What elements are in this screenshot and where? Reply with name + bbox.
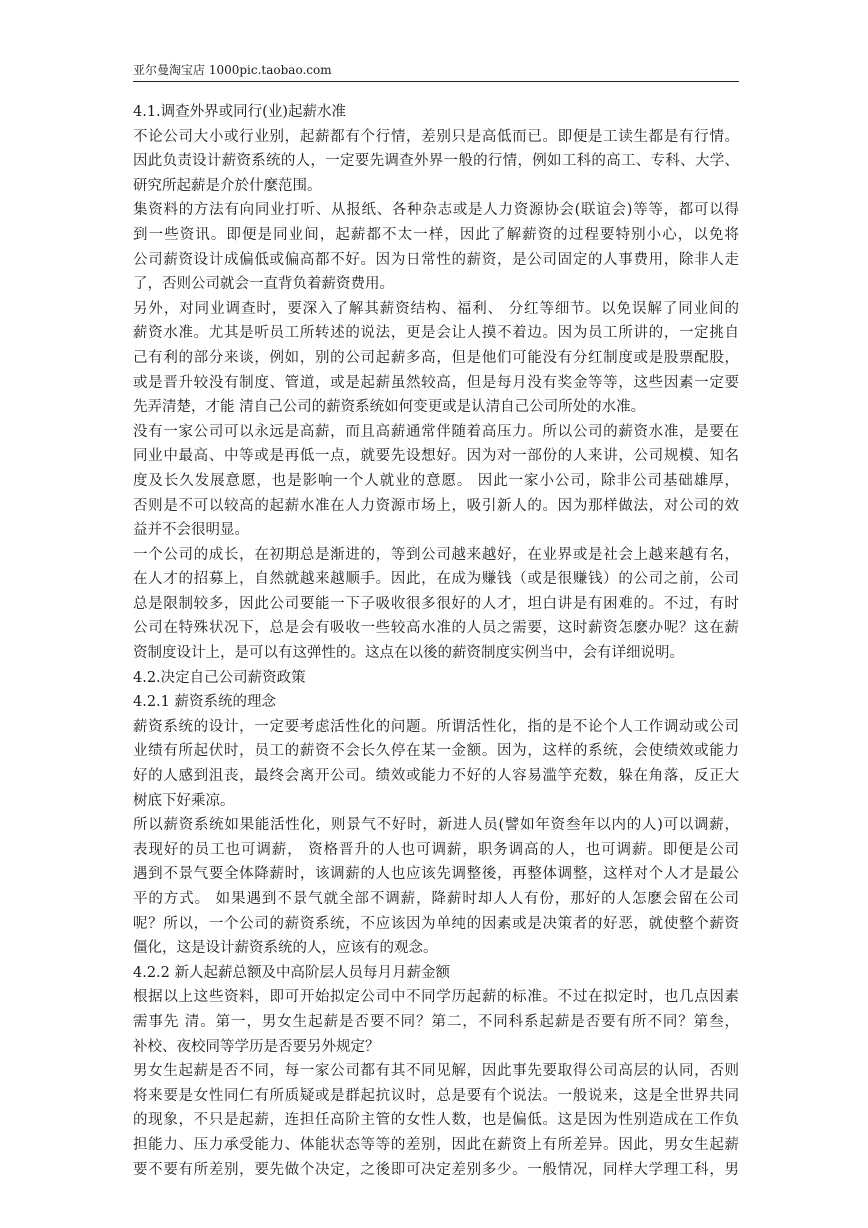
page-header: 亚尔曼淘宝店 1000pic.taobao.com	[133, 62, 739, 82]
text-line: 己有利的部分来谈，例如，别的公司起薪多高，但是他们可能没有分红制度或是股票配股，	[133, 349, 739, 366]
text-line: 集资料的方法有向同业打听、从报纸、各种杂志或是人力资源协会(联谊会)等等，都可以得	[133, 202, 739, 219]
text-line: 业绩有所起伏时，员工的薪资不会长久停在某一金额。因为，这样的系统，会使绩效或能力	[133, 743, 739, 760]
document-page	[133, 62, 739, 1182]
text-line: 到一些资讯。即便是同业间，起薪都不太一样，因此了解薪资的过程要特别小心，以免将	[133, 226, 739, 243]
text-line: 没有一家公司可以永远是高薪，而且高薪通常伴随着高压力。所以公司的薪资水准，是要在	[133, 423, 739, 440]
text-line: 根据以上这些资料，即可开始拟定公司中不同学历起薪的标准。不过在拟定时，也几点因素	[133, 989, 739, 1006]
text-line: 总是限制较多，因此公司要能一下子吸收很多很好的人才，坦白讲是有困难的。不过，有时	[133, 595, 739, 612]
text-line: 僵化，这是设计薪资系统的人，应该有的观念。	[133, 940, 438, 957]
text-line: 先弄清楚，才能 清自己公司的薪资系统如何变更或是认清自己公司所处的水准。	[133, 399, 646, 416]
section-heading: 4.2.2 新人起薪总额及中高阶层人员每月月薪金额	[133, 964, 451, 981]
text-line: 益并不会很明显。	[133, 522, 249, 539]
text-line: 度及长久发展意愿，也是影响一个人就业的意愿。 因此一家小公司，除非公司基础雄厚，	[133, 472, 739, 489]
section-heading: 4.2.决定自己公司薪资政策	[133, 669, 306, 686]
text-line: 或是晋升较没有制度、管道，或是起薪虽然较高，但是每月没有奖金等等，这些因素一定要	[133, 374, 739, 391]
text-line: 将来要是女性同仁有所质疑或是群起抗议时，总是要有个说法。一般说来，这是全世界共同	[133, 1087, 739, 1104]
text-line: 不论公司大小或行业别，起薪都有个行情，差别只是高低而已。即便是工读生都是有行情。	[133, 128, 739, 145]
text-line: 要不要有所差别，要先做个决定，之後即可决定差别多少。一般情况，同样大学理工科，男	[133, 1161, 739, 1178]
text-line: 需事先 清。第一，男女生起薪是否要不同？第二，不同科系起薪是否要有所不同？第叁，	[133, 1013, 739, 1030]
text-line: 遇到不景气要全体降薪时，该调薪的人也应该先调整後，再整体调整，这样对个人才是最公	[133, 866, 739, 883]
text-line: 资制度设计上，是可以有这弹性的。这点在以後的薪资制度实例当中，会有详细说明。	[133, 645, 684, 662]
text-line: 男女生起薪是否不同，每一家公司都有其不同见解，因此事先要取得公司高层的认同，否则	[133, 1063, 739, 1080]
section-heading: 4.1.调查外界或同行(业)起薪水准	[133, 104, 346, 120]
text-line: 补校、夜校同等学历是否要另外规定？	[133, 1038, 380, 1055]
text-line: 在人才的招募上，自然就越来越顺手。因此，在成为赚钱（或是很赚钱）的公司之前，公司	[133, 571, 739, 588]
text-line: 另外，对同业调查时，要深入了解其薪资结构、福利、 分红等细节。以免误解了同业间的	[133, 300, 739, 317]
text-line: 担能力、压力承受能力、体能状态等等的差别，因此在薪资上有所差异。因此，男女生起薪	[133, 1136, 739, 1153]
text-line: 平的方式。 如果遇到不景气就全部不调薪，降薪时却人人有份，那好的人怎麽会留在公司	[133, 891, 739, 907]
text-line: 呢？所以，一个公司的薪资系统，不应该因为单纯的因素或是决策者的好恶，就使整个薪资	[133, 915, 739, 932]
text-line: 研究所起薪是介於什麼范围。	[133, 177, 322, 194]
text-line: 好的人感到沮丧，最终会离开公司。绩效或能力不好的人容易滥竽充数，躲在角落，反正大	[133, 768, 739, 785]
text-line: 表现好的员工也可调薪， 资格晋升的人也可调薪，职务调高的人，也可调薪。即便是公司	[133, 841, 739, 858]
text-line: 薪资水准。尤其是听员工所转述的说法，更是会让人摸不着边。因为员工所讲的，一定挑自	[133, 325, 739, 342]
text-line: 因此负责设计薪资系统的人，一定要先调查外界一般的行情，例如工科的高工、专科、大学、	[133, 153, 739, 170]
text-line: 树底下好乘凉。	[133, 792, 235, 809]
text-line: 否则是不可以较高的起薪水准在人力资源市场上，吸引新人的。因为那样做法，对公司的效	[133, 497, 739, 514]
section-heading: 4.2.1 薪资系统的理念	[133, 694, 277, 711]
document-body	[133, 100, 739, 1182]
text-line: 同业中最高、中等或是再低一点，就要先设想好。因为对一部份的人来讲，公司规模、知名	[133, 448, 739, 465]
text-line: 所以薪资系统如果能活性化，则景气不好时，新进人员(譬如年资叁年以内的人)可以调薪，	[133, 817, 739, 834]
text-line: 的现象，不只是起薪，连担任高阶主管的女性人数，也是偏低。这是因为性别造成在工作负	[133, 1112, 739, 1129]
text-line: 薪资系统的设计，一定要考虑活性化的问题。所谓活性化，指的是不论个人工作调动或公司	[133, 718, 739, 735]
text-line: 了，否则公司就会一直背负着薪资费用。	[133, 276, 394, 293]
text-line: 公司薪资设计成偏低或偏高都不好。因为日常性的薪资，是公司固定的人事费用，除非人走	[133, 251, 739, 268]
text-line: 公司在特殊状况下，总是会有吸收一些较高水准的人员之需要，这时薪资怎麽办呢？这在薪	[133, 620, 739, 637]
text-line: 一个公司的成长，在初期总是渐进的，等到公司越来越好，在业界或是社会上越来越有名，	[133, 546, 739, 563]
